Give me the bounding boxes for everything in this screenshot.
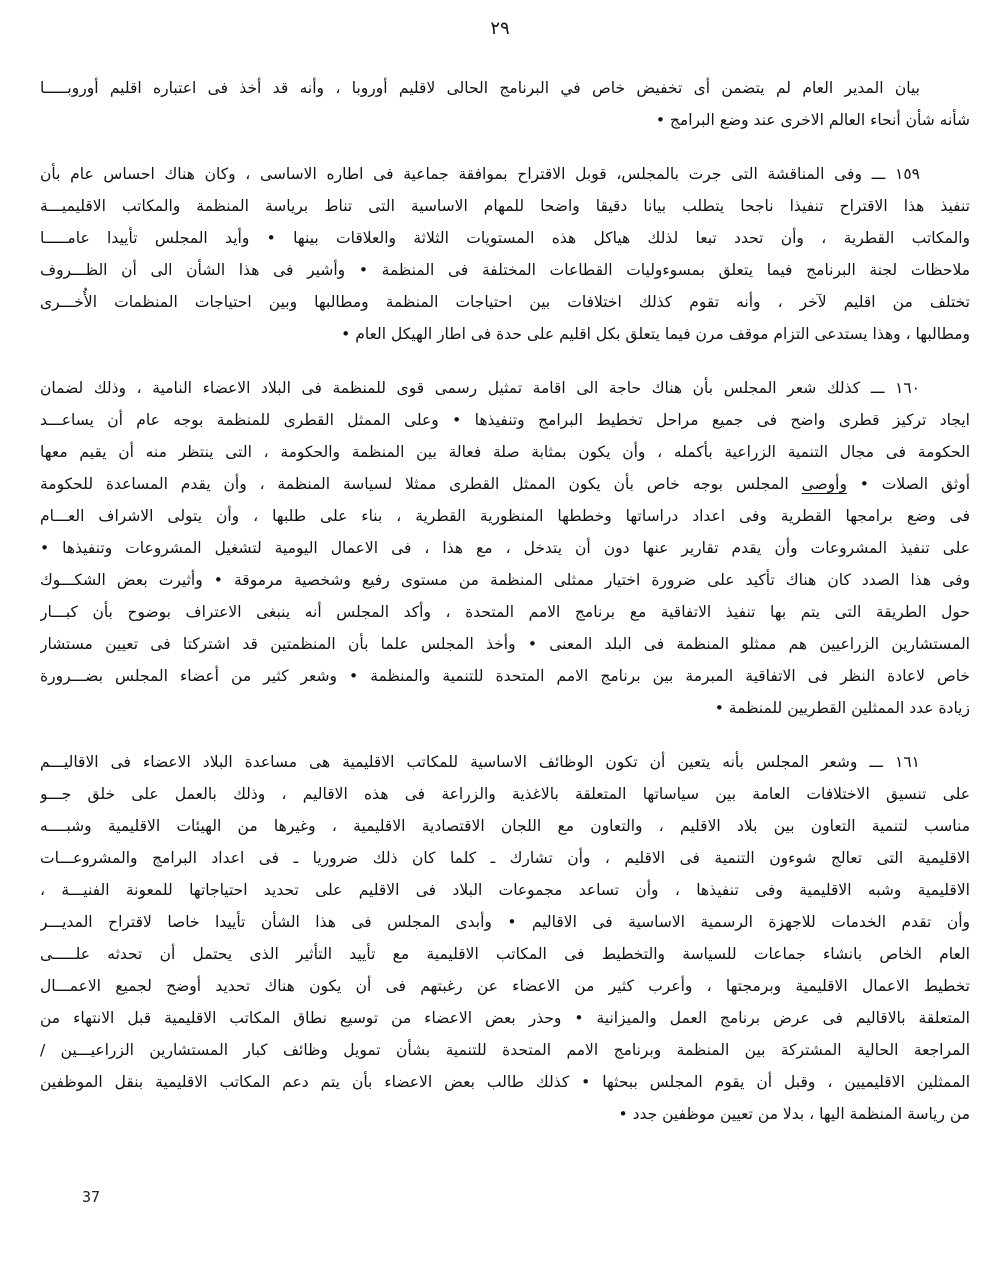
text-line: خاص لاعادة النظر فى الاتفاقية المبرمة بين برنامج الامم المتحدة للتنمية والمنظمة • وشعر كثير من أعضاء المجلس بضـــرورة	[40, 667, 970, 685]
text-line: على تنسيق الاختلافات العامة بين سياساتها المتعلقة بالاغذية والزراعة فى هذه الاقاليم ، وذلك بالعمل على خلق جـــو	[40, 785, 970, 803]
page-number-arabic: ٢٩	[490, 18, 510, 39]
text-line: المراجعة الحالية المشتركة بين المنظمة وبرنامج الامم المتحدة للتنمية بشأن تمويل وظائف كبار المستشارين الزراعيـــين /	[40, 1041, 970, 1059]
text-line-with-underline: أوثق الصلات • وأوصى المجلس بوجه خاص بأن يكون الممثل القطرى ممثلا لسياسة المنظمة ، وأن يقدم المساعدة للحكومة	[40, 475, 970, 493]
text-line: شأنه شأن أنحاء العالم الاخرى عند وضع البرامج •	[655, 111, 970, 129]
text-line: وفى هذا الصدد كان هناك تأكيد على ضرورة اختيار ممثلى المنظمة من مستوى رفيع وشخصية مرموقة • وأثيرت بعض الشكـــوك	[40, 571, 970, 589]
text-line: حول الطريقة التى يتم بها تنفيذ الاتفاقية مع برنامج الامم المتحدة ، وأكد المجلس أنه ينبغى الاعتراف بوضوح بأن كبـــار	[40, 603, 970, 621]
text-line: ومطالبها ، وهذا يستدعى التزام موقف مرن فيما يتعلق بكل اقليم على حدة فى اطار الهيكل العام •	[341, 325, 970, 343]
text-line: على تنفيذ المشروعات وأن يقدم تقارير عنها دون أن يتدخل ، مع هذا ، فى الاعمال اليومية لتشغيل المشروعات وتنفيذها •	[40, 539, 970, 557]
text-line: من رياسة المنظمة اليها ، بدلا من تعيين موظفين جدد •	[618, 1105, 970, 1123]
text-line: تختلف من اقليم لآخر ، وأنه تقوم كذلك اختلافات بين احتياجات المنظمة ومطالبها وبين احتياجات المنظمات الأُخـــرى	[40, 293, 970, 311]
text-line: بيان المدير العام لم يتضمن أى تخفيض خاص في البرنامج الحالى لاقليم أوروبا ، وأنه قد أخذ فى اعتباره اقليم أوروبـــــا	[40, 79, 920, 97]
underlined-word: وأوصى	[801, 475, 847, 493]
text-line: تخطيط الاعمال الاقليمية وبرمجتها ، وأعرب كثير من الاعضاء عن رغبتهم فى أن يكون هناك تحديد أوضح لجميع الاعمـــال	[40, 977, 970, 995]
paragraph-159	[40, 158, 970, 350]
text-line: الاقليمية التى تعالج شوءون التنمية فى الاقليم ، وأن تشارك ـ كلما كان ذلك ضروريا ـ فى اعداد البرامج والمشروعـــات	[40, 849, 970, 867]
text-line: ١٦٠ ـــ كذلك شعر المجلس بأن هناك حاجة الى اقامة تمثيل رسمى قوى للمنظمة فى البلاد الاعضاء النامية ، وذلك لضمان	[40, 379, 920, 397]
text-line: ١٥٩ ـــ وفى المناقشة التى جرت بالمجلس، قوبل الاقتراح بموافقة جماعية فى اطاره الاساسى ، وكان هناك احساس عام بأن	[40, 165, 920, 183]
text-line: فى وضع برامجها القطرية وفى اعداد دراساتها وخططها المنظورية القطرية ، بناء على طلبها ، وأن يتولى الاشراف العـــام	[40, 507, 970, 525]
text-line: ١٦١ ـــ وشعر المجلس بأنه يتعين أن تكون الوظائف الاساسية للمكاتب الاقليمية هى مساعدة البلاد الاعضاء فى الاقاليـــم	[40, 753, 920, 771]
text-line: المستشارين الزراعيين هم ممثلو المنظمة فى البلد المعنى • وأخذ المجلس علما بأن المنظمتين قد اشتركتا فى تعيين مستشار	[40, 635, 970, 653]
text-line: العام الخاص بانشاء جماعات للسياسة والتخطيط فى المكاتب الاقليمية مع تأييد التأثير الذى يحتمل أن تحدثه علـــــى	[40, 945, 970, 963]
paragraph-161	[40, 746, 970, 1130]
text-line: ملاحظات لجنة البرنامج فيما يتعلق بمسوءوليات القطاعات المختلفة فى المنظمة • وأشير فى هذا الشأن الى أن الظـــروف	[40, 261, 970, 279]
text-line: المتعلقة بالاقاليم فى عرض برنامج العمل والميزانية • وحذر بعض الاعضاء من توسيع نطاق المكاتب الاقليمية قبل الانتهاء من	[40, 1009, 970, 1027]
text-line: والمكاتب القطرية ، وأن تحدد تبعا لذلك هياكل هذه المستويات الثلاثة والعلاقات بينها • وأيد المجلس تأييدا عامـــــا	[40, 229, 970, 247]
text-line: زيادة عدد الممثلين القطريين للمنظمة •	[714, 699, 970, 717]
text-line: ايجاد تركيز قطرى واضح فى جميع مراحل تخطيط البرامج وتنفيذها • وعلى الممثل القطرى للمنظمة بوجه عام أن يساعـــد	[40, 411, 970, 429]
page-number-footer: 37	[82, 1188, 101, 1206]
text-line: الاقليمية وشبه الاقليمية وفى تنفيذها ، وأن تساعد مجموعات البلاد فى الاقليم على تحديد احتياجاتها للمعونة الفنيـــة ،	[40, 881, 970, 899]
paragraph-160	[40, 372, 970, 724]
text-line: الممثلين الاقليميين ، وقبل أن يقوم المجلس ببحثها • كذلك طالب بعض الاعضاء بأن يتم دعم المكاتب الاقليمية بنقل الموظفين	[40, 1073, 970, 1091]
paragraph-continuation	[40, 72, 970, 136]
text-line: وأن تقدم الخدمات للاجهزة الرسمية الاساسية فى الاقاليم • وأبدى المجلس فى هذا الشأن تأييدا خاصا لاقتراح المديـــر	[40, 913, 970, 931]
text-line: تنفيذ هذا الاقتراح تنفيذا ناجحا يتطلب بيانا دقيقا واضحا للمهام الاساسية التى تناط برياسة المنظمة والمكاتب الاقليميـــة	[40, 197, 970, 215]
document-body	[40, 72, 970, 1152]
text-line: الحكومة فى مجال التنمية الزراعية بأكمله ، وأن يكون بمثابة صلة فعالة بين المنظمة والحكومة ، التى ينتظر منه أن يقيم معها	[40, 443, 970, 461]
text-line: مناسب لتنمية التعاون بين بلاد الاقليم ، والتعاون مع اللجان الاقتصادية الاقليمية ، وغيرها من الهيئات الاقليمية وشبــــه	[40, 817, 970, 835]
